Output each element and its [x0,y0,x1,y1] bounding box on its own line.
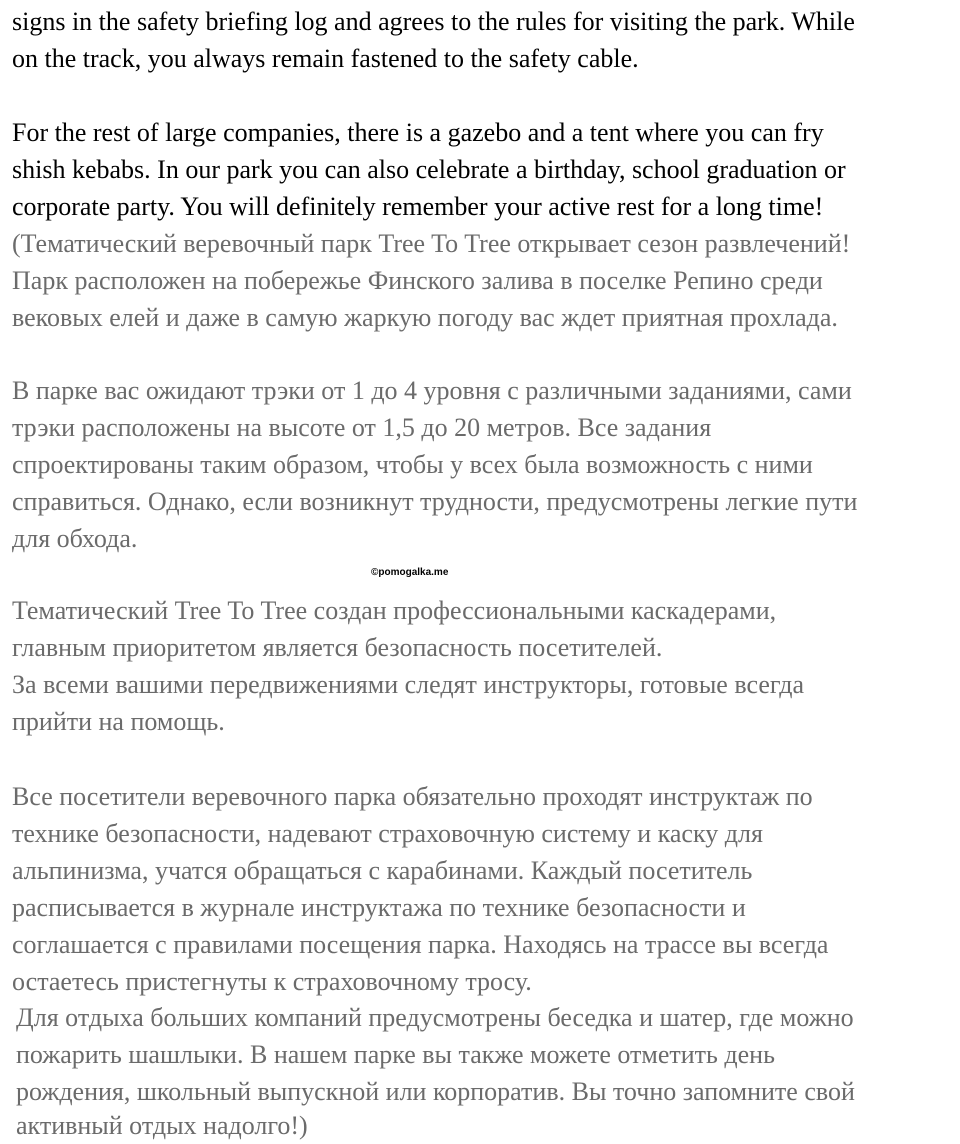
ru-para3-line4: прийти на помощь. [12,707,225,736]
en-para2-line3: corporate party. You will definitely remember your active rest for a long time! [12,192,824,221]
ru-para4-line5: соглашается с правилами посещения парка. Находясь на трассе вы всегда [12,930,829,959]
ru-para3-line2: главным приоритетом является безопасность посетителей. [12,633,663,662]
ru-para1-line3: вековых елей и даже в самую жаркую погоду вас ждет приятная прохлада. [12,303,838,332]
ru-para4-line4: расписывается в журнале инструктажа по технике безопасности и [12,893,746,922]
ru-para5-line2: пожарить шашлыки. В нашем парке вы также можете отметить день [16,1040,775,1069]
watermark: ©pomogalka.me [371,567,449,578]
en-para1-line2: on the track, you always remain fastened to the safety cable. [12,44,639,73]
ru-para1-line1: (Тематический веревочный парк Tree To Tree открывает сезон развлечений! [12,229,851,258]
ru-para5-line3: рождения, школьный выпускной или корпоратив. Вы точно запомните свой [16,1077,855,1106]
ru-para3-line1: Тематический Tree To Tree создан профессиональными каскадерами, [12,596,777,625]
ru-para1-line2: Парк расположен на побережье Финского залива в поселке Репино среди [12,266,823,295]
ru-para5-line1: Для отдыха больших компаний предусмотрены беседка и шатер, где можно [16,1003,854,1032]
ru-para2-line2: трэки расположены на высоте от 1,5 до 20 метров. Все задания [12,413,712,442]
ru-para3-line3: За всеми вашими передвижениями следят инструкторы, готовые всегда [12,670,804,699]
ru-para4-line2: технике безопасности, надевают страховочную систему и каску для [12,819,763,848]
ru-para2-line4: справиться. Однако, если возникнут трудности, предусмотрены легкие пути [12,487,858,516]
ru-para4-line1: Все посетители веревочного парка обязательно проходят инструктаж по [12,782,813,811]
ru-para2-line1: В парке вас ожидают трэки от 1 до 4 уровня с различными заданиями, сами [12,376,852,405]
ru-para5-line4: активный отдых надолго!) [16,1111,308,1140]
ru-para2-line5: для обхода. [12,524,138,553]
en-para2-line1: For the rest of large companies, there is a gazebo and a tent where you can fry [12,118,824,147]
ru-para4-line3: альпинизма, учатся обращаться с карабинами. Каждый посетитель [12,856,753,885]
en-para2-line2: shish kebabs. In our park you can also celebrate a birthday, school graduation or [12,155,846,184]
ru-para4-line6: остаетесь пристегнуты к страховочному тросу. [12,967,532,996]
en-para1-line1: signs in the safety briefing log and agrees to the rules for visiting the park. While [12,7,855,36]
ru-para2-line3: спроектированы таким образом, чтобы у всех была возможность с ними [12,450,813,479]
